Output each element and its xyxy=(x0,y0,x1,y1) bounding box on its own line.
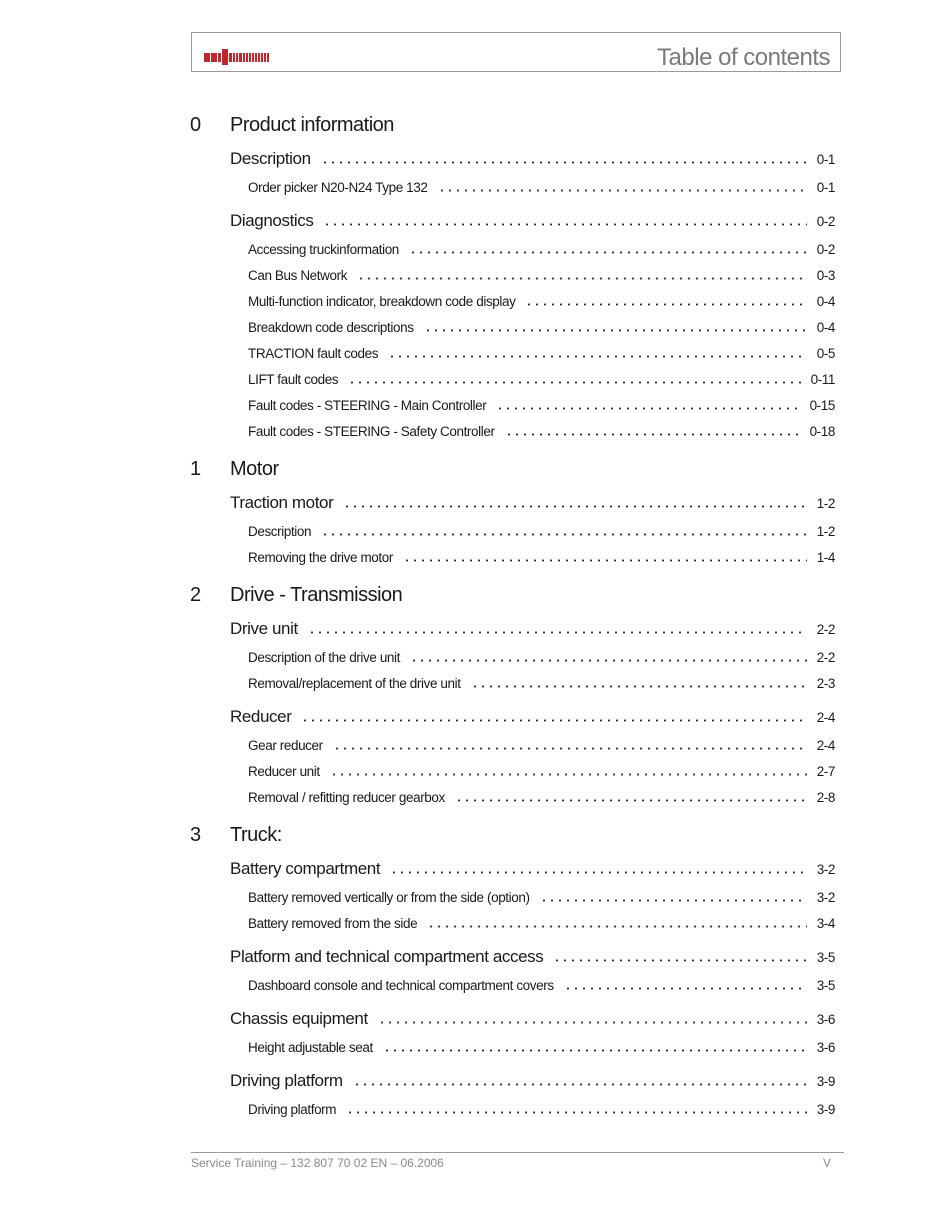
toc-entry-label: Battery compartment xyxy=(230,859,381,878)
dot-leader xyxy=(438,189,807,192)
toc-page-number: 2-2 xyxy=(816,649,835,665)
toc-entry-label: Reducer xyxy=(230,707,292,726)
toc-section xyxy=(190,854,835,936)
dot-leader xyxy=(424,329,807,332)
toc-subsection-entry[interactable] xyxy=(190,392,835,418)
toc-section-entry[interactable] xyxy=(190,614,835,644)
toc-page-number: 3-4 xyxy=(816,915,835,931)
toc-entry-label: Drive unit xyxy=(230,619,298,638)
chapter-number: 0 xyxy=(190,114,201,136)
dot-leader xyxy=(301,719,806,722)
toc-entry-label: Description xyxy=(248,523,312,539)
toc-entry-label: Diagnostics xyxy=(230,211,314,230)
toc-subsection-entry[interactable] xyxy=(190,340,835,366)
toc-subsection-entry[interactable] xyxy=(190,314,835,340)
dot-leader xyxy=(388,355,807,358)
dot-leader xyxy=(346,1111,807,1114)
chapter-title: Drive - Transmission xyxy=(230,584,403,606)
dot-leader xyxy=(343,505,806,508)
toc-page-number: 2-8 xyxy=(816,789,835,805)
toc-entry-label: Accessing truckinformation xyxy=(248,241,399,257)
toc-subsection-entry[interactable] xyxy=(190,670,835,696)
chapter-number: 2 xyxy=(190,584,201,606)
toc-section xyxy=(190,1004,835,1060)
toc-section-entry[interactable] xyxy=(190,942,835,972)
toc-subsection-entry[interactable] xyxy=(190,236,835,262)
toc-page-number: 2-2 xyxy=(816,621,835,637)
toc-page-number: 3-2 xyxy=(816,889,835,905)
chapter-number: 3 xyxy=(190,824,201,846)
dot-leader xyxy=(321,161,807,164)
toc-entry-label: Multi-function indicator, breakdown code display xyxy=(248,293,516,309)
toc-subsection-entry[interactable] xyxy=(190,262,835,288)
toc-entry-label: Driving platform xyxy=(230,1071,343,1090)
dot-leader xyxy=(471,685,807,688)
toc-section-entry[interactable] xyxy=(190,702,835,732)
toc-page-number: 0-5 xyxy=(816,345,835,361)
toc-page-number: 2-4 xyxy=(816,737,835,753)
toc-entry-label: Gear reducer xyxy=(248,737,323,753)
toc-page-number: 3-5 xyxy=(816,977,835,993)
toc-entry-label: Order picker N20-N24 Type 132 xyxy=(248,179,428,195)
toc-entry-label: Removal/replacement of the drive unit xyxy=(248,675,461,691)
toc-section xyxy=(190,942,835,998)
chapter-title: Motor xyxy=(230,458,279,480)
toc-entry-label: Description of the drive unit xyxy=(248,649,400,665)
toc-subsection-entry[interactable] xyxy=(190,784,835,810)
toc-section xyxy=(190,614,835,696)
toc-section xyxy=(190,1066,835,1122)
dot-leader xyxy=(403,559,807,562)
toc-page-number: 0-18 xyxy=(809,423,835,439)
toc-page-number: 3-6 xyxy=(816,1011,835,1027)
dot-leader xyxy=(409,251,807,254)
chapter-title: Truck: xyxy=(230,824,282,846)
toc-chapter-heading[interactable] xyxy=(190,110,835,144)
toc-section-entry[interactable] xyxy=(190,1066,835,1096)
toc-section xyxy=(190,488,835,570)
toc-section-entry[interactable] xyxy=(190,1004,835,1034)
toc-entry-label: Chassis equipment xyxy=(230,1009,368,1028)
toc-page-number: 3-9 xyxy=(816,1101,835,1117)
dot-leader xyxy=(323,223,806,226)
chapter-title: Product information xyxy=(230,114,394,136)
toc-page-number: 0-3 xyxy=(816,267,835,283)
toc-chapter-heading[interactable] xyxy=(190,820,835,854)
dot-leader xyxy=(330,773,807,776)
toc-chapter-heading[interactable] xyxy=(190,580,835,614)
toc-section xyxy=(190,144,835,200)
toc-page-number: 3-5 xyxy=(816,949,835,965)
toc-entry-label: Battery removed from the side xyxy=(248,915,418,931)
toc-page-number: 0-1 xyxy=(816,179,835,195)
dot-leader xyxy=(390,871,807,874)
toc-subsection-entry[interactable] xyxy=(190,884,835,910)
toc-subsection-entry[interactable] xyxy=(190,418,835,444)
toc-page-number: 0-2 xyxy=(816,213,835,229)
toc-entry-label: Driving platform xyxy=(248,1101,337,1117)
dot-leader xyxy=(353,1083,807,1086)
page-header xyxy=(191,32,841,72)
toc-page-number: 1-2 xyxy=(816,495,835,511)
toc-entry-label: Fault codes - STEERING - Safety Controller xyxy=(248,423,495,439)
toc-subsection-entry[interactable] xyxy=(190,518,835,544)
dot-leader xyxy=(383,1049,807,1052)
toc-chapter-heading[interactable] xyxy=(190,454,835,488)
dot-leader xyxy=(564,987,807,990)
toc-page-number: 0-4 xyxy=(816,293,835,309)
toc-entry-label: Reducer unit xyxy=(248,763,320,779)
toc-subsection-entry[interactable] xyxy=(190,910,835,936)
dot-leader xyxy=(378,1021,807,1024)
toc-entry-label: Battery removed vertically or from the side (option) xyxy=(248,889,530,905)
toc-section-entry[interactable] xyxy=(190,854,835,884)
dot-leader xyxy=(357,277,807,280)
toc-entry-label: Platform and technical compartment access xyxy=(230,947,544,966)
toc-page-number: 1-2 xyxy=(816,523,835,539)
toc-page-number: 2-7 xyxy=(816,763,835,779)
toc-subsection-entry[interactable] xyxy=(190,972,835,998)
toc-page-number: 1-4 xyxy=(816,549,835,565)
footer-divider xyxy=(191,1152,844,1153)
chapter-number: 1 xyxy=(190,458,201,480)
dot-leader xyxy=(455,799,807,802)
toc-entry-label: Traction motor xyxy=(230,493,334,512)
toc-subsection-entry[interactable] xyxy=(190,288,835,314)
toc-entry-label: TRACTION fault codes xyxy=(248,345,379,361)
toc-subsection-entry[interactable] xyxy=(190,732,835,758)
toc-page-number: 0-1 xyxy=(816,151,835,167)
brand-logo-icon xyxy=(204,47,282,67)
toc-entry-label: Description xyxy=(230,149,311,168)
toc-entry-label: Dashboard console and technical compartment covers xyxy=(248,977,554,993)
dot-leader xyxy=(553,959,806,962)
toc-entry-label: Fault codes - STEERING - Main Controller xyxy=(248,397,487,413)
toc-page-number: 2-3 xyxy=(816,675,835,691)
dot-leader xyxy=(525,303,806,306)
toc-page-number: 0-15 xyxy=(809,397,835,413)
dot-leader xyxy=(505,433,800,436)
dot-leader xyxy=(333,747,807,750)
toc-page-number: 0-11 xyxy=(810,371,835,387)
dot-leader xyxy=(540,899,807,902)
dot-leader xyxy=(308,631,807,634)
toc-entry-label: Height adjustable seat xyxy=(248,1039,373,1055)
toc-section xyxy=(190,206,835,444)
toc-entry-label: Breakdown code descriptions xyxy=(248,319,414,335)
toc-entry-label: Removal / refitting reducer gearbox xyxy=(248,789,445,805)
footer-doc-reference: Service Training – 132 807 70 02 EN – 06.2006 xyxy=(191,1156,444,1170)
toc-page-number: 2-4 xyxy=(816,709,835,725)
toc-page-number: 3-2 xyxy=(816,861,835,877)
toc-page-number: 0-4 xyxy=(816,319,835,335)
toc-entry-label: LIFT fault codes xyxy=(248,371,339,387)
dot-leader xyxy=(348,381,800,384)
toc-section-entry[interactable] xyxy=(190,488,835,518)
page-title: Table of contents xyxy=(657,44,830,71)
dot-leader xyxy=(410,659,807,662)
toc-subsection-entry[interactable] xyxy=(190,366,835,392)
toc-subsection-entry[interactable] xyxy=(190,174,835,200)
toc-page-number: 3-6 xyxy=(816,1039,835,1055)
dot-leader xyxy=(321,533,807,536)
toc-entry-label: Removing the drive motor xyxy=(248,549,393,565)
toc-subsection-entry[interactable] xyxy=(190,544,835,570)
toc-entry-label: Can Bus Network xyxy=(248,267,348,283)
toc-section xyxy=(190,702,835,810)
toc-subsection-entry[interactable] xyxy=(190,1096,835,1122)
toc-section-entry[interactable] xyxy=(190,144,835,174)
toc-subsection-entry[interactable] xyxy=(190,1034,835,1060)
dot-leader xyxy=(496,407,799,410)
dot-leader xyxy=(427,925,806,928)
toc-subsection-entry[interactable] xyxy=(190,758,835,784)
toc-page-number: 3-9 xyxy=(816,1073,835,1089)
table-of-contents xyxy=(190,110,835,1128)
footer-page-number: V xyxy=(823,1156,832,1170)
toc-subsection-entry[interactable] xyxy=(190,644,835,670)
toc-page-number: 0-2 xyxy=(816,241,835,257)
toc-section-entry[interactable] xyxy=(190,206,835,236)
